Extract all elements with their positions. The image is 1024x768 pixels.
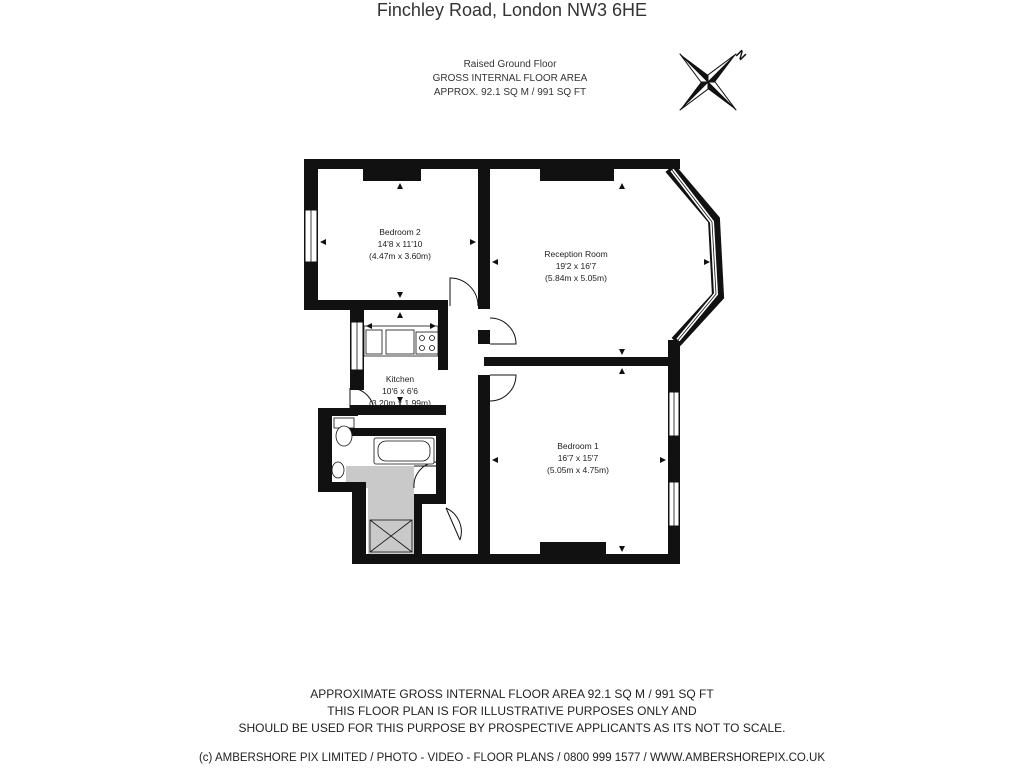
area-value: APPROX. 92.1 SQ M / 991 SQ FT bbox=[433, 87, 587, 98]
room-size-imperial: 16'7 x 15'7 bbox=[557, 453, 599, 463]
room-size-metric: (5.05m x 4.75m) bbox=[547, 465, 609, 475]
room-size-metric: (3.20m x 1.99m) bbox=[369, 398, 431, 408]
room-bedroom-1 bbox=[547, 441, 609, 475]
disclaimer-line-1: APPROXIMATE GROSS INTERNAL FLOOR AREA 92.1 SQ M / 991 SQ FT bbox=[310, 687, 714, 701]
room-name: Kitchen bbox=[385, 374, 415, 384]
property-address-title: Finchley Road, London NW3 6HE bbox=[376, 0, 648, 20]
room-size-metric: (4.47m x 3.60m) bbox=[369, 251, 431, 261]
bay-window bbox=[670, 168, 718, 342]
copyright-footer: (c) AMBERSHORE PIX LIMITED / PHOTO - VIDEO - FLOOR PLANS / 0800 999 1577 / WWW.AMBERSHOREPIX.CO.UK bbox=[198, 752, 826, 764]
room-reception bbox=[544, 249, 607, 283]
room-kitchen bbox=[369, 374, 431, 408]
floor-name: Raised Ground Floor bbox=[463, 59, 557, 70]
room-name: Reception Room bbox=[544, 249, 608, 259]
room-size-metric: (5.84m x 5.05m) bbox=[545, 273, 607, 283]
area-heading: GROSS INTERNAL FLOOR AREA bbox=[432, 73, 588, 84]
disclaimer-line-2: THIS FLOOR PLAN IS FOR ILLUSTRATIVE PURPOSES ONLY AND bbox=[327, 704, 697, 718]
room-size-imperial: 10'6 x 6'6 bbox=[382, 386, 418, 396]
north-label: N bbox=[733, 47, 750, 64]
room-size-imperial: 19'2 x 16'7 bbox=[555, 261, 597, 271]
disclaimer bbox=[150, 686, 874, 737]
disclaimer-line-3: SHOULD BE USED FOR THIS PURPOSE BY PROSPECTIVE APPLICANTS AS ITS NOT TO SCALE. bbox=[238, 721, 786, 735]
room-name: Bedroom 1 bbox=[557, 441, 599, 451]
room-bedroom-2 bbox=[369, 227, 431, 261]
room-size-imperial: 14'8 x 11'10 bbox=[377, 239, 423, 249]
room-name: Bedroom 2 bbox=[379, 227, 421, 237]
compass-rose-icon bbox=[651, 25, 764, 138]
kitchen-fittings bbox=[364, 326, 438, 356]
